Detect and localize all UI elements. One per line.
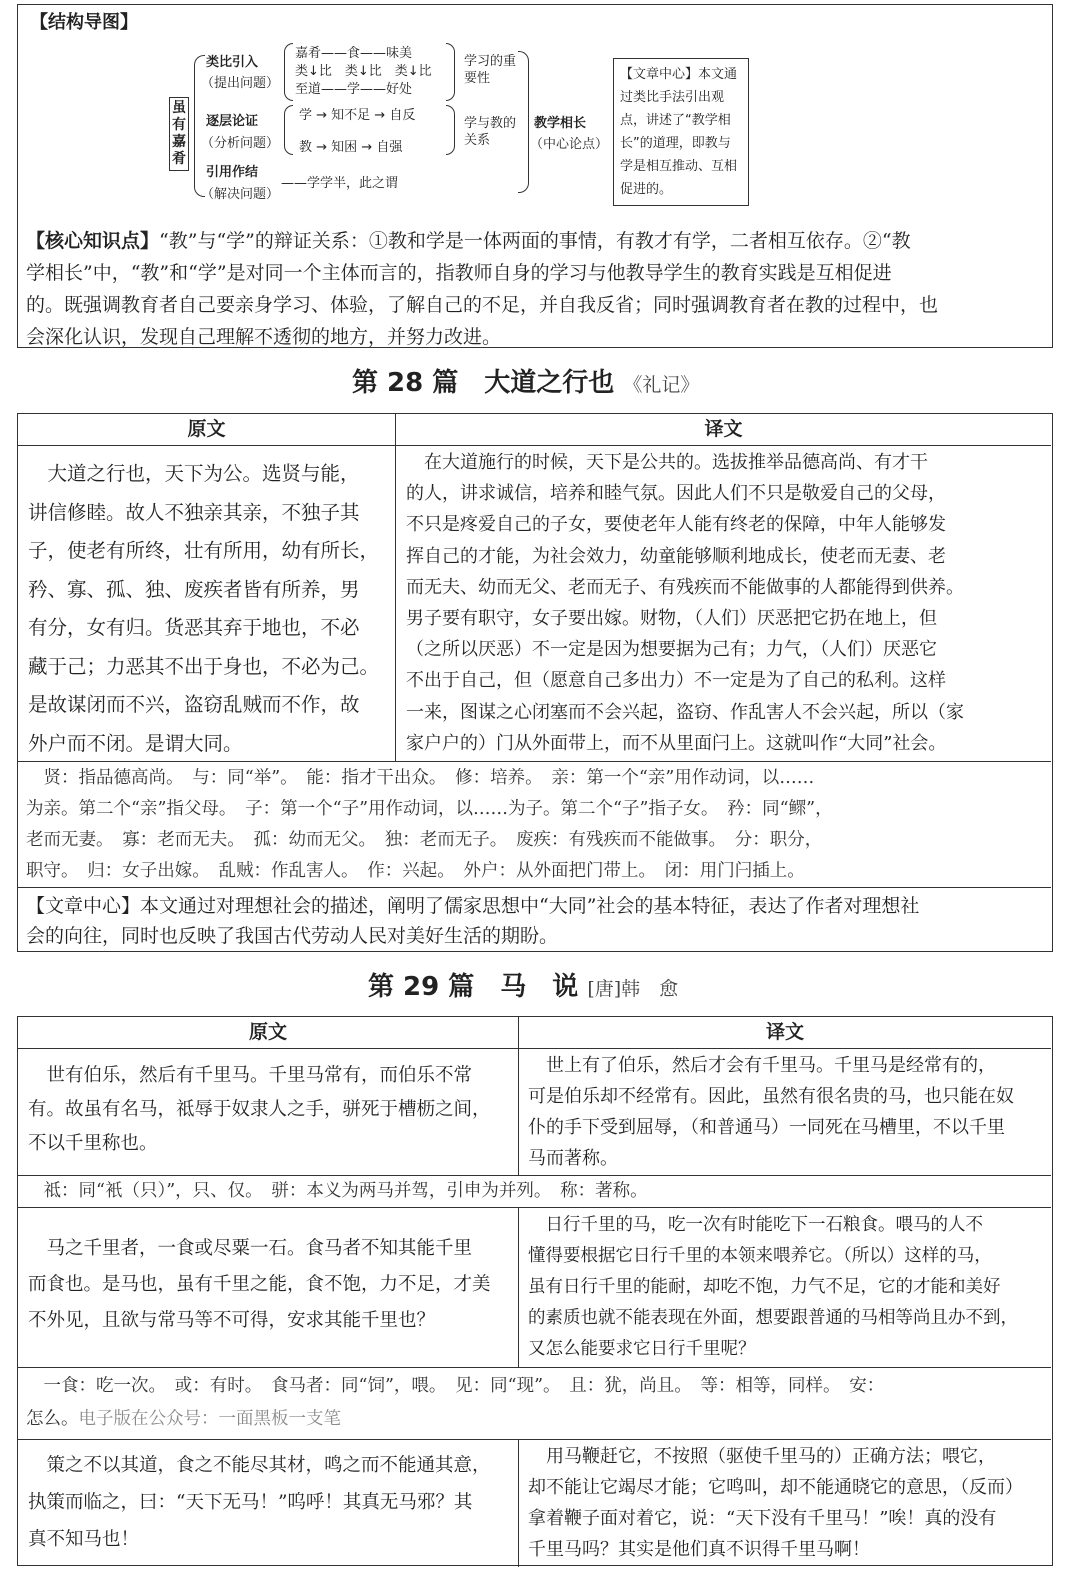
- knowledge-line-2: 学相长”中，“教”和“学”是对同一个主体而言的，指教师自身的学习与他教导学生的教育实践是互相促进: [26, 262, 892, 284]
- mindmap-root: 虽有嘉肴: [169, 97, 189, 171]
- p29-orig-line: 执策而临之，曰：“天下无马！”呜呼！其真无马邪？其: [28, 1492, 473, 1513]
- p29-trans-line: 千里马吗？其实是他们真不识得千里马啊！: [528, 1539, 870, 1560]
- p28-trans-line: 男子要有职守，女子要出嫁。财物，（人们）厌恶把它扔在地上，但: [406, 608, 937, 630]
- p29-trans-line: 可是伯乐却不经常有。因此，虽然有很名贵的马，也只能在奴: [528, 1086, 1014, 1107]
- p29-table: [17, 1016, 1053, 1566]
- knowledge-text-1: “教”与“学”的辩证关系：①教和学是一体两面的事情，有教才有学，二者相互依存。②“教: [159, 230, 911, 252]
- structure-section: [17, 4, 1053, 348]
- p29-row2-original: [28, 1231, 514, 1339]
- quote-row: ——学学半，此之谓: [281, 176, 399, 191]
- p28-orig-line: 是故谋闭而不兴，盗窃乱贼而不作，故: [28, 693, 360, 716]
- p29-note-line: 祗：同“衹（只）”，只、仅。 骈：本义为两马并驾，引申为并列。 称：著称。: [26, 1181, 648, 1201]
- p29-orig-line: 不外见，且欲与常马等不可得，安求其能千里也？: [28, 1310, 436, 1331]
- section-label-3: 引用作结: [206, 165, 259, 180]
- mindmap-center-box: 【文章中心】本文通过类比手法引出观点，讲述了“教学相长”的道理，即教与学是相互推动、互相促进的。: [613, 58, 749, 206]
- p28-trans-line: 一来，图谋之心闭塞而不会兴起，盗窃、作乱害人不会兴起，所以（家: [406, 701, 964, 723]
- section-label-1: 类比引入: [206, 55, 259, 70]
- p29-note-text: 怎么。: [26, 1409, 79, 1429]
- argument-rbrace: [446, 105, 455, 155]
- p29-orig-line: 策之不以其道，食之不能尽其材，鸣之而不能通其意，: [28, 1455, 491, 1476]
- p28-center-line: 会的向往，同时也反映了我国古代劳动人民对美好生活的期盼。: [26, 925, 559, 947]
- p28-col-original: 原文: [187, 418, 226, 440]
- p29-trans-line: 用马鞭赶它，不按照（驱使千里马的）正确方法；喂它，: [528, 1446, 996, 1467]
- center-label: 教学相长: [534, 116, 587, 131]
- p29-orig-line: 世有伯乐，然后有千里马。千里马常有，而伯乐不常: [28, 1065, 473, 1086]
- p29-trans-line: 的素质也就不能表现在外面，想要跟普通的马相等尚且办不到，: [528, 1308, 1018, 1328]
- mid-label-2: 学与教的关系: [464, 116, 517, 148]
- p29-trans-line: 仆的手下受到屈辱，（和普通马）一同死在马槽里，不以千里: [528, 1117, 1005, 1138]
- p28-trans-line: （之所以厌恶）不一定是因为想要据为己有；力气，（人们）厌恶它: [406, 639, 937, 661]
- watermark: 电子版在公众号：一面黑板一支笔: [78, 1409, 341, 1429]
- p29-row2-notes: [26, 1370, 1046, 1436]
- mid-rbrace: [518, 51, 529, 193]
- p28-orig-line: 讲信修睦。故人不独亲其亲，不独子其: [28, 500, 360, 524]
- argument-brace: [284, 105, 293, 155]
- p29-trans-line: 马而著称。: [528, 1148, 618, 1169]
- p29-col-original: 原文: [248, 1021, 287, 1043]
- analogy-rbrace: [446, 43, 455, 101]
- p28-col-translation: 译文: [704, 418, 743, 440]
- p29-row3-original: [28, 1447, 514, 1558]
- p28-translation: [406, 447, 1046, 759]
- p29-title-row: [368, 966, 678, 1003]
- p29-row1-notes: [26, 1176, 1046, 1207]
- p29-trans-line: 世上有了伯乐，然后才会有千里马。千里马是经常有的，: [528, 1055, 996, 1076]
- p29-row1-translation: [528, 1050, 1048, 1174]
- p28-trans-line: 而无夫、幼而无父、老而无子、有残疾而不能做事的人都能得到供养。: [406, 576, 964, 598]
- p29-trans-line: 又怎么能要求它日行千里呢？: [528, 1339, 756, 1359]
- p28-trans-line: 的人，讲求诚信，培养和睦气氛。因此人们不只是敬爱自己的父母，: [406, 483, 946, 505]
- p29-orig-line: 马之千里者，一食或尽粟一石。食马者不知其能千里: [28, 1238, 473, 1259]
- p28-trans-line: 不出于自己，但（愿意自己多出力）不一定是为了自己的私利。这样: [406, 670, 946, 692]
- p28-trans-line: 挥自己的才能，为社会效力，幼童能够顺利地成长，使老而无妻、老: [406, 545, 946, 567]
- p28-note-line: 贤：指品德高尚。 与：同“举”。 能：指才干出众。 修：培养。 亲：第一个“亲”用作动词，以……: [26, 768, 815, 788]
- p28-orig-line: 藏于己；力恶其不出于身也，不必为己。: [28, 654, 380, 678]
- mid-label-1: 学习的重要性: [464, 54, 517, 86]
- p28-orig-line: 子，使老有所终，壮有所用，幼有所长，: [28, 539, 380, 562]
- knowledge-line-1: [26, 225, 1046, 257]
- p29-row2-translation: [528, 1210, 1048, 1365]
- p29-row3-translation: [528, 1441, 1048, 1565]
- p28-orig-line: 有分，女有归。货恶其弃于地也，不必: [28, 616, 360, 639]
- p29-trans-line: 虽有日行千里的能耐，却吃不饱，力气不足，它的才能和美好: [528, 1277, 1001, 1297]
- argument-row-1: 学 → 知不足 → 自反: [299, 108, 416, 123]
- p28-trans-line: 家户户的）门从外面带上，而不从里面闩上。这就叫作“大同”社会。: [406, 732, 947, 754]
- analogy-row-2: 类↓比 类↓比 类↓比: [295, 64, 432, 79]
- p28-title-row: [352, 362, 699, 399]
- analogy-brace: [284, 43, 293, 101]
- p29-note-line: 一食：吃一次。 或：有时。 食马者：同“饲”，喂。 见：同“现”。 且：犹，尚且。 等：相等，同样。 安：: [26, 1376, 885, 1396]
- knowledge-line-3: 的。既强调教育者自己要亲身学习、体验，了解自己的不足，并自我反省；同时强调教育者在教的过程中，也: [26, 294, 939, 316]
- section-sub-3: （解决问题）: [201, 187, 280, 202]
- core-knowledge: [26, 225, 1046, 353]
- p29-orig-line: 而食也。是马也，虽有千里之能，食不饱，力不足，才美: [28, 1274, 491, 1295]
- knowledge-line-4: 会深化认识，发现自己理解不透彻的地方，并努力改进。: [26, 326, 502, 348]
- p29-orig-line: 真不知马也！: [28, 1529, 140, 1550]
- p29-orig-line: 不以千里称也。: [28, 1133, 158, 1154]
- p28-table: [17, 413, 1053, 952]
- knowledge-label: 【核心知识点】: [26, 230, 160, 252]
- p29-trans-line: 拿着鞭子面对着它，说：“天下没有千里马！”唉！真的没有: [528, 1508, 997, 1529]
- argument-row-2: 教 → 知困 → 自强: [299, 140, 403, 155]
- p29-row1-original: [28, 1059, 514, 1161]
- p29-trans-line: 日行千里的马，吃一次有时能吃下一石粮食。喂马的人不: [528, 1215, 983, 1235]
- p28-note-line: 职守。 归：女子出嫁。 乱贼：作乱害人。 作：兴起。 外户：从外面把门带上。 闭：用门闩插上。: [26, 861, 805, 881]
- p29-orig-line: 有。故虽有名马，祗辱于奴隶人之手，骈死于槽枥之间，: [28, 1099, 491, 1120]
- p28-title: 第 28 篇 大道之行也: [352, 368, 615, 398]
- p28-source: 《礼记》: [623, 374, 700, 396]
- p28-trans-line: 在大道施行的时候，天下是公共的。选拔推举品德高尚、有才干: [406, 452, 928, 473]
- p29-trans-line: 懂得要根据它日行千里的本领来喂养它。（所以）这样的马，: [528, 1246, 992, 1266]
- p29-note-line-2: [26, 1403, 1046, 1436]
- p28-trans-line: 不只是疼爱自己的子女，要使老年人能有终老的保障，中年人能够发: [406, 514, 946, 536]
- center-sub: （中心论点）: [530, 137, 609, 152]
- analogy-row-3: 至道——学——好处: [295, 82, 413, 97]
- p29-source: [唐]韩 愈: [587, 978, 679, 1000]
- p28-orig-line: 大道之行也，天下为公。选贤与能，: [28, 462, 360, 485]
- section-sub-2: （分析问题）: [201, 136, 280, 151]
- p28-orig-line: 外户而不闭。是谓大同。: [28, 731, 243, 755]
- p29-trans-line: 却不能让它竭尽才能；它鸣叫，却不能通晓它的意思，（反而）: [528, 1477, 1023, 1498]
- p29-col-translation: 译文: [765, 1021, 804, 1043]
- p28-center-line: 【文章中心】本文通过对理想社会的描述，阐明了儒家思想中“大同”社会的基本特征，表达了作者对理想社: [26, 895, 920, 917]
- analogy-row-1: 嘉肴——食——味美: [295, 46, 413, 61]
- p28-orig-line: 矜、寡、孤、独、废疾者皆有所养，男: [28, 577, 360, 601]
- section-label-2: 逐层论证: [206, 114, 259, 129]
- p28-original: [28, 455, 390, 763]
- p28-notes: [26, 763, 1046, 887]
- p29-title: 第 29 篇 马 说: [368, 972, 579, 1002]
- p28-note-line: 老而无妻。 寡：老而无夫。 孤：幼而无父。 独：老而无子。 废疾：有残疾而不能做事。 分：职分，: [26, 830, 823, 850]
- p28-note-line: 为亲。第二个“亲”指父母。 子：第一个“子”用作动词，以……为子。第二个“子”指子女。 矜：同“鳏”，: [26, 799, 833, 819]
- p28-center: [26, 891, 1046, 951]
- section-sub-1: （提出问题）: [201, 76, 280, 91]
- mindmap-heading: 【结构导图】: [30, 12, 138, 33]
